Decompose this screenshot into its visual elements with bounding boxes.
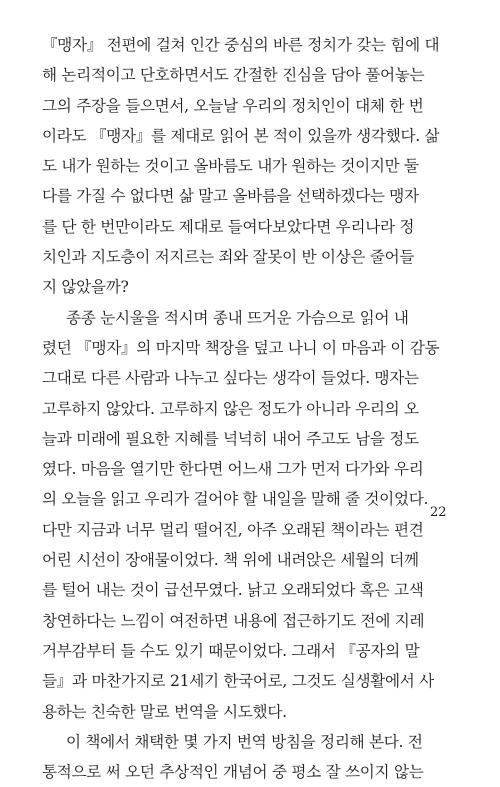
text-line: 의 오늘을 읽고 우리가 걸어야 할 내일을 말해 줄 것이었다. xyxy=(42,490,429,509)
text-line: 거부감부터 들 수도 있기 때문이었다. 그래서 『공자의 말 xyxy=(42,641,420,660)
text-line: 이라도 『맹자』를 제대로 읽어 본 적이 있을까 생각했다. 삶 xyxy=(42,126,440,145)
text-line: 치인과 지도층이 저지르는 죄와 잘못이 반 이상은 줄어들 xyxy=(42,248,415,267)
text-line: 였다. 마음을 열기만 한다면 어느새 그가 먼저 다가와 우리 xyxy=(42,460,424,479)
text-line: 창연하다는 느낌이 여전하면 내용에 접근하기도 전에 지레 xyxy=(42,611,425,630)
page-number: 22 xyxy=(430,505,447,520)
text-line: 를 단 한 번만이라도 제대로 들여다보았다면 우리나라 정 xyxy=(42,217,415,236)
text-line: 들』과 마찬가지로 21세기 한국어로, 그것도 실생활에서 사 xyxy=(42,672,434,691)
text-line: 지 않았을까? xyxy=(42,278,129,297)
text-line: 통적으로 써 오던 추상적인 개념어 중 평소 잘 쓰이지 않는 xyxy=(42,763,424,782)
paragraph-start-line: 이 책에서 채택한 몇 가지 번역 방침을 정리해 본다. 전 xyxy=(66,732,423,751)
paragraph-start-line: 종종 눈시울을 적시며 종내 뜨거운 가슴으로 읽어 내 xyxy=(66,308,409,327)
text-line: 해 논리적이고 단호하면서도 간절한 진심을 담아 풀어놓는 xyxy=(42,66,425,85)
text-line: 그대로 다른 사람과 나누고 싶다는 생각이 들었다. 맹자는 xyxy=(42,369,419,388)
text-line: 고루하지 않았다. 고루하지 않은 정도가 아니라 우리의 오 xyxy=(42,399,419,418)
text-line: 어린 시선이 장애물이었다. 책 위에 내려앉은 세월의 더께 xyxy=(42,551,419,570)
text-line: 다만 지금과 너무 멀리 떨어진, 아주 오래된 책이라는 편견 xyxy=(42,520,424,539)
text-line: 다를 가질 수 없다면 삶 말고 올바름을 선택하겠다는 맹자 xyxy=(42,187,419,206)
text-line: 그의 주장을 들으면서, 오늘날 우리의 정치인이 대체 한 번 xyxy=(42,96,424,115)
text-line: 늘과 미래에 필요한 지혜를 넉넉히 내어 주고도 남을 정도 xyxy=(42,429,419,448)
text-line: 용하는 친숙한 말로 번역을 시도했다. xyxy=(42,702,287,721)
text-line: 를 털어 내는 것이 급선무였다. 낡고 오래되었다 혹은 고색 xyxy=(42,581,424,600)
text-line: 『맹자』 전편에 걸쳐 인간 중심의 바른 정치가 갖는 힘에 대 xyxy=(42,36,440,54)
text-line: 렸던 『맹자』의 마지막 책장을 덮고 나니 이 마음과 이 감동 xyxy=(42,338,440,357)
text-line: 도 내가 원하는 것이고 올바름도 내가 원하는 것이지만 둘 xyxy=(42,157,419,176)
